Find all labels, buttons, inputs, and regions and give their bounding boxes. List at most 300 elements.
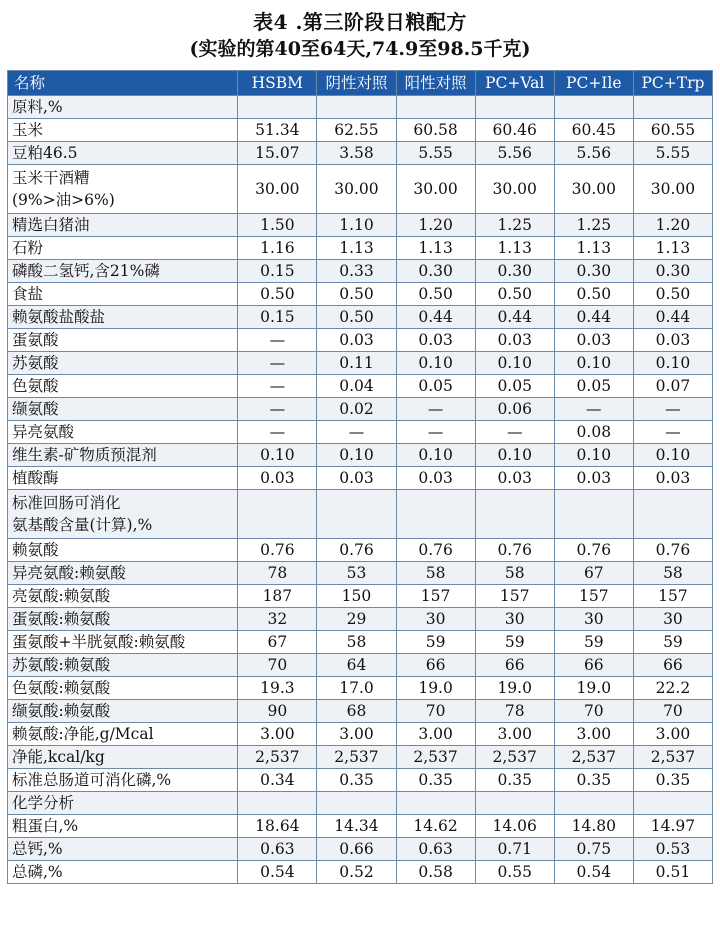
table-cell: 14.62 (396, 815, 475, 838)
table-row (8, 260, 713, 283)
row-label (8, 769, 238, 792)
table-cell: 150 (317, 585, 396, 608)
table-cell: 51.34 (238, 119, 317, 142)
table-cell: 0.52 (317, 861, 396, 884)
table-cell: 90 (238, 700, 317, 723)
table-cell: 5.56 (554, 142, 633, 165)
table-cell: 0.76 (317, 539, 396, 562)
table-cell: 0.10 (396, 444, 475, 467)
table-cell: 19.0 (475, 677, 554, 700)
table-cell: 5.56 (475, 142, 554, 165)
table-row (8, 283, 713, 306)
row-label (8, 585, 238, 608)
table-cell (396, 792, 475, 815)
table-cell: 0.10 (317, 444, 396, 467)
row-label (8, 119, 238, 142)
table-cell: 0.44 (633, 306, 712, 329)
table-cell: 0.30 (475, 260, 554, 283)
table-cell: 19.0 (554, 677, 633, 700)
table-cell: 1.20 (633, 214, 712, 237)
table-cell: 2,537 (317, 746, 396, 769)
table-cell: 1.13 (633, 237, 712, 260)
table-cell: 0.76 (633, 539, 712, 562)
table-cell: 1.13 (475, 237, 554, 260)
row-label (8, 746, 238, 769)
table-cell: 14.97 (633, 815, 712, 838)
table-cell: 1.25 (554, 214, 633, 237)
table-cell: 3.00 (396, 723, 475, 746)
table-row (8, 444, 713, 467)
table-cell: 64 (317, 654, 396, 677)
table-cell: 60.46 (475, 119, 554, 142)
row-label-text: 玉米 (12, 121, 44, 139)
table-cell: 2,537 (633, 746, 712, 769)
row-label-text: 赖氨酸盐酸盐 (12, 308, 106, 326)
table-row (8, 119, 713, 142)
table-cell: 0.03 (317, 467, 396, 490)
table-cell: 0.54 (238, 861, 317, 884)
column-header-name: 名称 (8, 71, 238, 96)
row-label-text: 维生素-矿物质预混剂 (12, 446, 157, 464)
table-cell: 0.76 (554, 539, 633, 562)
row-label (8, 165, 238, 214)
table-cell (554, 96, 633, 119)
table-cell: 0.44 (554, 306, 633, 329)
table-cell: 5.55 (396, 142, 475, 165)
table-cell: 59 (396, 631, 475, 654)
table-cell: 0.71 (475, 838, 554, 861)
table-cell: 0.08 (554, 421, 633, 444)
row-label (8, 631, 238, 654)
table-cell: 0.35 (396, 769, 475, 792)
table-cell: 1.13 (396, 237, 475, 260)
row-label-text: 蛋氨酸 (12, 331, 59, 349)
table-cell (238, 792, 317, 815)
table-cell: 70 (633, 700, 712, 723)
table-cell: 0.35 (633, 769, 712, 792)
table-row (8, 237, 713, 260)
title-block (0, 0, 720, 64)
row-label-text: 蛋氨酸:赖氨酸 (12, 610, 111, 628)
table-cell: — (238, 329, 317, 352)
table-cell: 0.10 (475, 352, 554, 375)
table-cell: 0.10 (633, 444, 712, 467)
table-row (8, 539, 713, 562)
table-cell: 58 (633, 562, 712, 585)
table-cell: 0.04 (317, 375, 396, 398)
row-label (8, 792, 238, 815)
table-cell: 0.63 (238, 838, 317, 861)
table-cell: 0.30 (633, 260, 712, 283)
table-cell: 0.50 (554, 283, 633, 306)
table-cell: 0.75 (554, 838, 633, 861)
table-cell: 78 (475, 700, 554, 723)
table-cell: 1.20 (396, 214, 475, 237)
table-row (8, 700, 713, 723)
table-cell: 59 (633, 631, 712, 654)
table-cell: 0.50 (317, 306, 396, 329)
table-body (8, 96, 713, 884)
table-cell: 0.02 (317, 398, 396, 421)
table-cell: 0.15 (238, 260, 317, 283)
row-label-text: 赖氨酸 (12, 541, 59, 559)
row-label-text: 植酸酶 (12, 469, 59, 487)
row-label (8, 723, 238, 746)
row-label-text: 石粉 (12, 239, 44, 257)
table-row (8, 214, 713, 237)
table-cell: 22.2 (633, 677, 712, 700)
table-cell: 66 (554, 654, 633, 677)
row-label-text: 色氨酸 (12, 377, 59, 395)
row-label-text: 化学分析 (12, 794, 75, 812)
row-label-text: 粗蛋白,% (12, 817, 79, 835)
table-cell: 30 (475, 608, 554, 631)
table-row (8, 329, 713, 352)
table-cell: 0.15 (238, 306, 317, 329)
table-cell: 30.00 (475, 165, 554, 214)
table-cell (475, 792, 554, 815)
row-label (8, 352, 238, 375)
table-cell: — (238, 421, 317, 444)
row-label (8, 838, 238, 861)
table-cell (396, 490, 475, 539)
table-cell: 0.53 (633, 838, 712, 861)
table-cell: 187 (238, 585, 317, 608)
table-cell: 0.44 (475, 306, 554, 329)
table-cell: 0.50 (238, 283, 317, 306)
table-row (8, 375, 713, 398)
row-label (8, 815, 238, 838)
table-cell: 30.00 (317, 165, 396, 214)
table-cell: 1.13 (554, 237, 633, 260)
table-cell: 15.07 (238, 142, 317, 165)
table-cell: — (238, 375, 317, 398)
table-cell: 67 (238, 631, 317, 654)
table-cell: 14.34 (317, 815, 396, 838)
table-cell: 0.05 (475, 375, 554, 398)
row-label-text: 原料,% (12, 98, 63, 116)
row-label-text: 蛋氨酸+半胱氨酸:赖氨酸 (12, 633, 186, 651)
table-cell: 1.13 (317, 237, 396, 260)
table-cell: 0.44 (396, 306, 475, 329)
table-cell: 70 (396, 700, 475, 723)
table-cell: 3.58 (317, 142, 396, 165)
row-label (8, 237, 238, 260)
table-cell: 0.03 (475, 329, 554, 352)
row-label-text: 食盐 (12, 285, 44, 303)
table-cell (475, 490, 554, 539)
table-cell: 58 (317, 631, 396, 654)
table-cell: 68 (317, 700, 396, 723)
table-cell: 19.3 (238, 677, 317, 700)
table-cell: — (396, 398, 475, 421)
table-cell: 0.35 (317, 769, 396, 792)
row-label (8, 306, 238, 329)
table-cell: — (238, 398, 317, 421)
row-label-text: 缬氨酸 (12, 400, 59, 418)
row-label-text: 亮氨酸:赖氨酸 (12, 587, 111, 605)
row-label-text: 豆粕46.5 (12, 144, 78, 162)
column-header-hsbm: HSBM (238, 71, 317, 96)
table-row (8, 165, 713, 214)
row-label (8, 398, 238, 421)
row-label (8, 96, 238, 119)
table-cell (633, 490, 712, 539)
table-cell: 0.55 (475, 861, 554, 884)
table-cell: 3.00 (317, 723, 396, 746)
table-cell: — (554, 398, 633, 421)
row-label (8, 539, 238, 562)
table-cell: 0.03 (238, 467, 317, 490)
table-cell: 0.50 (396, 283, 475, 306)
row-label-text-line2: 氨基酸含量(计算),% (12, 516, 153, 534)
table-cell: 0.11 (317, 352, 396, 375)
row-label (8, 375, 238, 398)
table-cell (633, 792, 712, 815)
row-label-text: 苏氨酸:赖氨酸 (12, 656, 111, 674)
table-row (8, 142, 713, 165)
table-cell: — (633, 398, 712, 421)
row-label (8, 861, 238, 884)
table-cell (238, 490, 317, 539)
row-label (8, 608, 238, 631)
table-cell: 32 (238, 608, 317, 631)
row-label-text: 磷酸二氢钙,含21%磷 (12, 262, 160, 280)
table-cell: 0.66 (317, 838, 396, 861)
table-cell: 0.03 (633, 467, 712, 490)
table-row (8, 792, 713, 815)
table-cell: 3.00 (554, 723, 633, 746)
table-cell: 2,537 (475, 746, 554, 769)
row-label (8, 467, 238, 490)
table-cell: 2,537 (396, 746, 475, 769)
table-cell: 30 (396, 608, 475, 631)
table-cell: 30.00 (633, 165, 712, 214)
table-cell: 0.03 (396, 467, 475, 490)
table-cell (396, 96, 475, 119)
table-cell: 17.0 (317, 677, 396, 700)
table-row (8, 398, 713, 421)
table-row (8, 654, 713, 677)
row-label-text-line2: (9%>油>6%) (12, 191, 115, 209)
table-row (8, 861, 713, 884)
column-header-pc-val: PC+Val (475, 71, 554, 96)
table-row (8, 467, 713, 490)
table-row (8, 677, 713, 700)
table-cell: 14.06 (475, 815, 554, 838)
row-label-text: 玉米干酒糟 (12, 169, 90, 187)
table-row (8, 769, 713, 792)
diet-formulation-table (7, 70, 713, 884)
row-label (8, 562, 238, 585)
table-cell: 30.00 (396, 165, 475, 214)
table-cell: 70 (554, 700, 633, 723)
table-cell: 0.51 (633, 861, 712, 884)
table-cell: 29 (317, 608, 396, 631)
table-cell: — (633, 421, 712, 444)
table-subtitle: (实验的第40至64天,74.9至98.5千克) (189, 38, 531, 60)
table-cell: 0.33 (317, 260, 396, 283)
table-cell: 70 (238, 654, 317, 677)
table-cell: 18.64 (238, 815, 317, 838)
table-cell: — (238, 352, 317, 375)
table-cell: 3.00 (475, 723, 554, 746)
table-cell: 0.76 (396, 539, 475, 562)
table-cell: 0.10 (554, 352, 633, 375)
row-label-text: 总钙,% (12, 840, 63, 858)
table-cell: 30.00 (238, 165, 317, 214)
row-label-text: 净能,kcal/kg (12, 748, 105, 766)
table-cell: 0.76 (475, 539, 554, 562)
table-cell: 1.25 (475, 214, 554, 237)
table-cell (633, 96, 712, 119)
table-cell: 0.76 (238, 539, 317, 562)
table-cell: 1.10 (317, 214, 396, 237)
table-cell: 67 (554, 562, 633, 585)
table-row (8, 306, 713, 329)
table-cell: 3.00 (238, 723, 317, 746)
column-header-negative-control: 阴性对照 (317, 71, 396, 96)
table-cell: 78 (238, 562, 317, 585)
row-label (8, 490, 238, 539)
table-cell: 0.50 (475, 283, 554, 306)
table-cell: 60.55 (633, 119, 712, 142)
table-cell: 5.55 (633, 142, 712, 165)
table-cell: 0.03 (554, 329, 633, 352)
table-cell: 0.05 (554, 375, 633, 398)
table-cell: 30.00 (554, 165, 633, 214)
row-label-text: 异亮氨酸 (12, 423, 75, 441)
row-label-text: 色氨酸:赖氨酸 (12, 679, 111, 697)
row-label (8, 283, 238, 306)
table-cell (317, 792, 396, 815)
table-cell: 0.03 (475, 467, 554, 490)
table-cell: 0.06 (475, 398, 554, 421)
table-cell (238, 96, 317, 119)
row-label-text: 苏氨酸 (12, 354, 59, 372)
table-cell: 59 (554, 631, 633, 654)
table-cell: 0.10 (238, 444, 317, 467)
table-cell: 2,537 (238, 746, 317, 769)
table-row (8, 490, 713, 539)
row-label-text: 总磷,% (12, 863, 63, 881)
row-label (8, 421, 238, 444)
table-cell: 0.03 (633, 329, 712, 352)
table-row (8, 815, 713, 838)
row-label (8, 214, 238, 237)
column-header-pc-ile: PC+Ile (554, 71, 633, 96)
row-label-text: 缬氨酸:赖氨酸 (12, 702, 111, 720)
table-cell: — (475, 421, 554, 444)
table-cell: 157 (396, 585, 475, 608)
table-cell: 0.10 (633, 352, 712, 375)
table-cell: 0.30 (396, 260, 475, 283)
table-cell: 58 (396, 562, 475, 585)
table-cell: 157 (554, 585, 633, 608)
table-cell: 0.10 (554, 444, 633, 467)
table-cell (317, 490, 396, 539)
table-cell: 2,537 (554, 746, 633, 769)
table-cell (475, 96, 554, 119)
table-cell: 0.50 (317, 283, 396, 306)
row-label-text: 标准总肠道可消化磷,% (12, 771, 172, 789)
table-row (8, 562, 713, 585)
table-cell: 3.00 (633, 723, 712, 746)
row-label (8, 142, 238, 165)
table-title: 表4 .第三阶段日粮配方 (253, 10, 467, 34)
table-cell: 1.50 (238, 214, 317, 237)
row-label (8, 654, 238, 677)
table-cell (554, 792, 633, 815)
row-label-text: 赖氨酸:净能,g/Mcal (12, 725, 154, 743)
table-cell: 0.03 (317, 329, 396, 352)
row-label-text: 标准回肠可消化 (12, 494, 121, 512)
column-header-pc-trp: PC+Trp (633, 71, 712, 96)
table-cell: 30 (633, 608, 712, 631)
row-label (8, 260, 238, 283)
table-cell: 14.80 (554, 815, 633, 838)
table-cell: 62.55 (317, 119, 396, 142)
table-cell: 60.45 (554, 119, 633, 142)
table-cell: 0.05 (396, 375, 475, 398)
table-cell: 0.34 (238, 769, 317, 792)
table-cell (554, 490, 633, 539)
header-row (8, 71, 713, 96)
column-header-positive-control: 阳性对照 (396, 71, 475, 96)
table-cell: 0.03 (396, 329, 475, 352)
table-cell: 0.58 (396, 861, 475, 884)
table-cell: 0.50 (633, 283, 712, 306)
table-cell: 1.16 (238, 237, 317, 260)
table-cell: 0.30 (554, 260, 633, 283)
table-row (8, 421, 713, 444)
table-row (8, 352, 713, 375)
table-row (8, 723, 713, 746)
table-cell: 0.10 (396, 352, 475, 375)
table-row (8, 585, 713, 608)
table-cell: 0.35 (554, 769, 633, 792)
table-cell: 157 (475, 585, 554, 608)
table-row (8, 746, 713, 769)
table-cell: 0.35 (475, 769, 554, 792)
row-label-text: 异亮氨酸:赖氨酸 (12, 564, 126, 582)
row-label (8, 677, 238, 700)
row-label (8, 329, 238, 352)
table-cell: — (317, 421, 396, 444)
table-cell: 0.03 (554, 467, 633, 490)
table-cell (317, 96, 396, 119)
row-label (8, 444, 238, 467)
table-cell: 66 (633, 654, 712, 677)
table-row (8, 608, 713, 631)
table-cell: — (396, 421, 475, 444)
row-label-text: 精选白猪油 (12, 216, 90, 234)
table-row (8, 631, 713, 654)
row-label (8, 700, 238, 723)
table-cell: 0.07 (633, 375, 712, 398)
table-cell: 53 (317, 562, 396, 585)
table-row (8, 96, 713, 119)
table-row (8, 838, 713, 861)
table-cell: 0.10 (475, 444, 554, 467)
table-cell: 58 (475, 562, 554, 585)
table-cell: 66 (475, 654, 554, 677)
table-cell: 66 (396, 654, 475, 677)
table-cell: 0.63 (396, 838, 475, 861)
table-cell: 157 (633, 585, 712, 608)
table-cell: 0.54 (554, 861, 633, 884)
table-cell: 19.0 (396, 677, 475, 700)
